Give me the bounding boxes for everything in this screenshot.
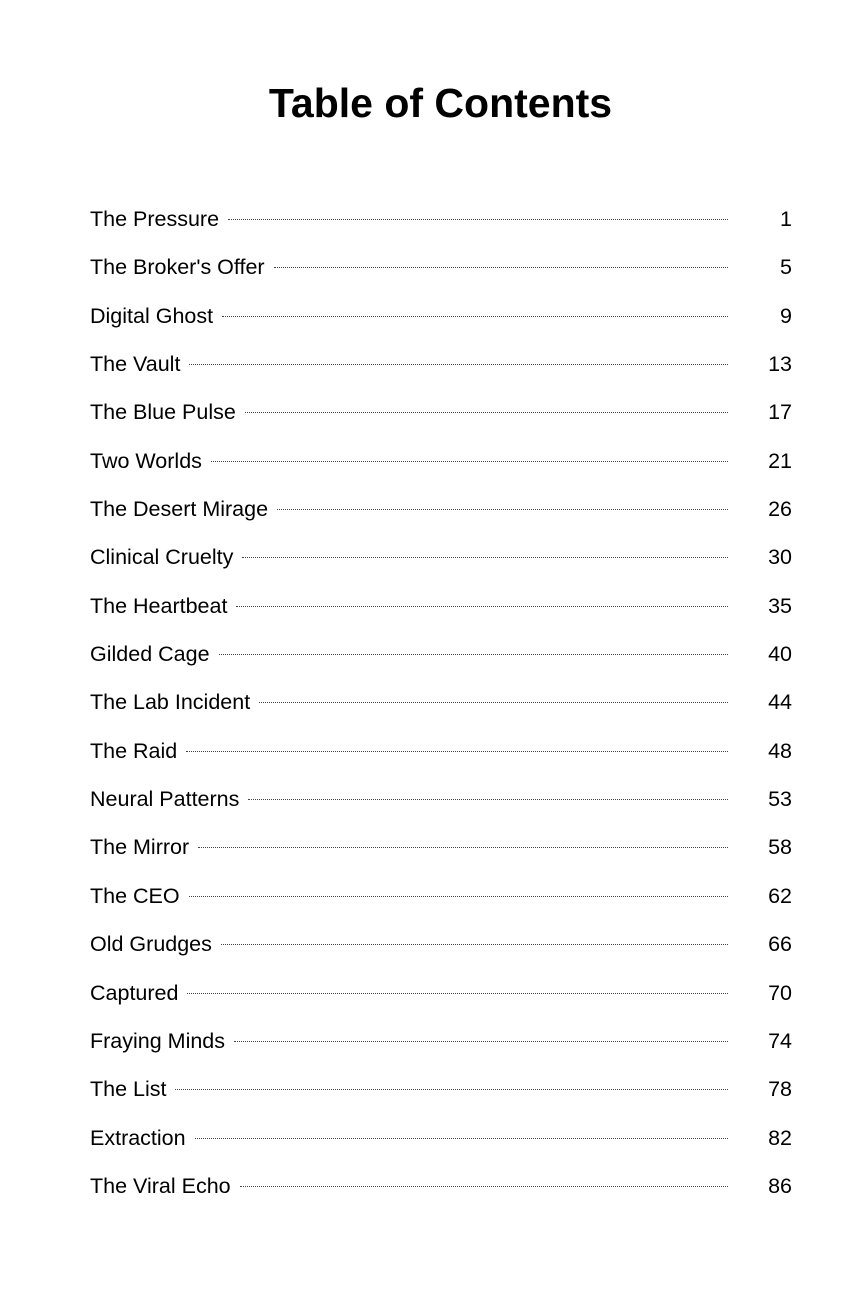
dot-leader <box>228 219 728 220</box>
toc-entry[interactable] <box>90 340 792 388</box>
toc-entry[interactable] <box>90 437 792 485</box>
toc-entry-title: The Blue Pulse <box>90 400 236 425</box>
toc-entry-title: Neural Patterns <box>90 787 240 812</box>
toc-entry-page: 9 <box>780 303 792 328</box>
toc-entry-page: 5 <box>780 255 792 280</box>
toc-entry[interactable] <box>90 533 792 581</box>
dot-leader <box>248 799 728 800</box>
toc-entry[interactable] <box>90 388 792 436</box>
toc-entry[interactable] <box>90 1017 792 1065</box>
toc-entry-title: The Lab Incident <box>90 690 251 715</box>
toc-entry-page: 17 <box>768 400 792 425</box>
toc-entry-page: 62 <box>768 883 792 908</box>
dot-leader <box>277 509 728 510</box>
page-title: Table of Contents <box>268 80 613 126</box>
toc-entry[interactable] <box>90 292 792 340</box>
dot-leader <box>259 702 728 703</box>
toc-entry[interactable] <box>90 195 792 243</box>
toc-entry[interactable] <box>90 920 792 968</box>
toc-entry-page: 66 <box>768 932 792 957</box>
toc-entry-title: The Vault <box>90 352 181 377</box>
toc-entry-title: Old Grudges <box>90 932 212 957</box>
toc-entry-title: Fraying Minds <box>90 1028 226 1053</box>
dot-leader <box>236 606 728 607</box>
toc-entry-page: 86 <box>768 1173 792 1198</box>
toc-entry-title: Extraction <box>90 1125 186 1150</box>
dot-leader <box>211 461 728 462</box>
toc-entry-title: The Desert Mirage <box>90 497 269 522</box>
toc-entry-page: 35 <box>768 593 792 618</box>
toc-entry-title: The CEO <box>90 883 180 908</box>
dot-leader <box>221 944 728 945</box>
toc-entry[interactable] <box>90 727 792 775</box>
toc-entry-page: 13 <box>768 352 792 377</box>
dot-leader <box>189 896 728 897</box>
toc-entry-page: 44 <box>768 690 792 715</box>
toc-list <box>90 195 792 1210</box>
toc-entry-title: The Broker's Offer <box>90 255 265 280</box>
dot-leader <box>234 1041 728 1042</box>
toc-entry-page: 78 <box>768 1077 792 1102</box>
dot-leader <box>186 751 728 752</box>
toc-entry-page: 1 <box>780 207 792 231</box>
toc-entry[interactable] <box>90 1065 792 1113</box>
toc-entry-title: Captured <box>90 980 179 1005</box>
toc-entry-page: 53 <box>768 787 792 812</box>
toc-entry-title: Clinical Cruelty <box>90 545 234 570</box>
dot-leader <box>242 557 728 558</box>
dot-leader <box>240 1186 728 1187</box>
toc-entry-title: The List <box>90 1077 167 1102</box>
toc-entry-page: 30 <box>768 545 792 570</box>
toc-entry-page: 58 <box>768 835 792 860</box>
toc-entry[interactable] <box>90 678 792 726</box>
toc-entry-title: The Heartbeat <box>90 593 228 618</box>
toc-entry-title: The Pressure <box>90 207 220 231</box>
dot-leader <box>195 1138 728 1139</box>
toc-entry-page: 48 <box>768 738 792 763</box>
toc-entry[interactable] <box>90 582 792 630</box>
toc-entry[interactable] <box>90 1162 792 1210</box>
toc-entry-page: 70 <box>768 980 792 1005</box>
toc-entry-page: 82 <box>768 1125 792 1150</box>
dot-leader <box>189 364 728 365</box>
toc-entry[interactable] <box>90 823 792 871</box>
toc-entry-page: 74 <box>768 1028 792 1053</box>
toc-entry-page: 21 <box>768 448 792 473</box>
toc-entry-title: Gilded Cage <box>90 642 210 667</box>
toc-entry[interactable] <box>90 872 792 920</box>
toc-entry-title: Two Worlds <box>90 448 202 473</box>
toc-entry[interactable] <box>90 485 792 533</box>
toc-entry[interactable] <box>90 969 792 1017</box>
toc-entry[interactable] <box>90 630 792 678</box>
toc-entry-page: 40 <box>768 642 792 667</box>
toc-entry-page: 26 <box>768 497 792 522</box>
toc-entry[interactable] <box>90 243 792 291</box>
dot-leader <box>198 847 728 848</box>
toc-entry-title: The Raid <box>90 738 178 763</box>
dot-leader <box>245 412 728 413</box>
toc-entry-title: The Mirror <box>90 835 190 860</box>
toc-entry[interactable] <box>90 1114 792 1162</box>
dot-leader <box>219 654 728 655</box>
dot-leader <box>222 316 728 317</box>
toc-entry[interactable] <box>90 775 792 823</box>
toc-entry-title: The Viral Echo <box>90 1173 231 1198</box>
dot-leader <box>175 1089 728 1090</box>
dot-leader <box>274 267 728 268</box>
dot-leader <box>187 993 728 994</box>
toc-entry-title: Digital Ghost <box>90 303 214 328</box>
